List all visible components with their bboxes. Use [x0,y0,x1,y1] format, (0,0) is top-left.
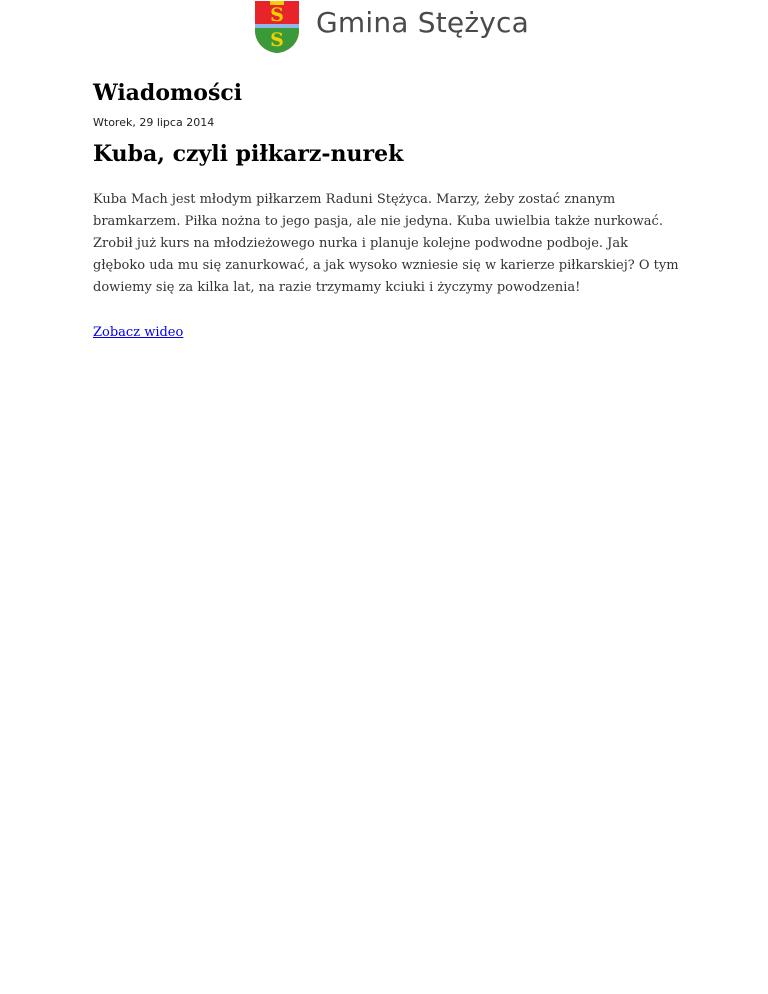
site-name[interactable]: Gmina Stężyca [316,6,529,39]
section-title: Wiadomości [93,80,243,106]
watch-video-link[interactable]: Zobacz wideo [93,325,184,340]
article-date: Wtorek, 29 lipca 2014 [93,116,215,129]
gmina-crest-logo[interactable] [254,0,300,54]
article-body: Kuba Mach jest młodym piłkarzem Raduni Stężyca. Marzy, żeby zostać znanym bramkarzem. Piłka nożna to jego pasja, ale nie jedyna. Kuba uwielbia także nurkować. Zrobił już kurs na młodzieżowego nurka i planuje kolejne podwodne podboje. Jak głęboko uda mu się zanurkować, a jak wysoko wzniesie się w karierze piłkarskiej? O tym dowiemy się za kilka lat, na razie trzymamy kciuki i życzymy powodzenia! [93,192,679,295]
news-content [93,78,683,342]
svg-text:S: S [270,4,284,26]
article-title: Kuba, czyli piłkarz-nurek [93,141,404,167]
svg-text:S: S [270,29,284,51]
site-header [0,0,768,58]
